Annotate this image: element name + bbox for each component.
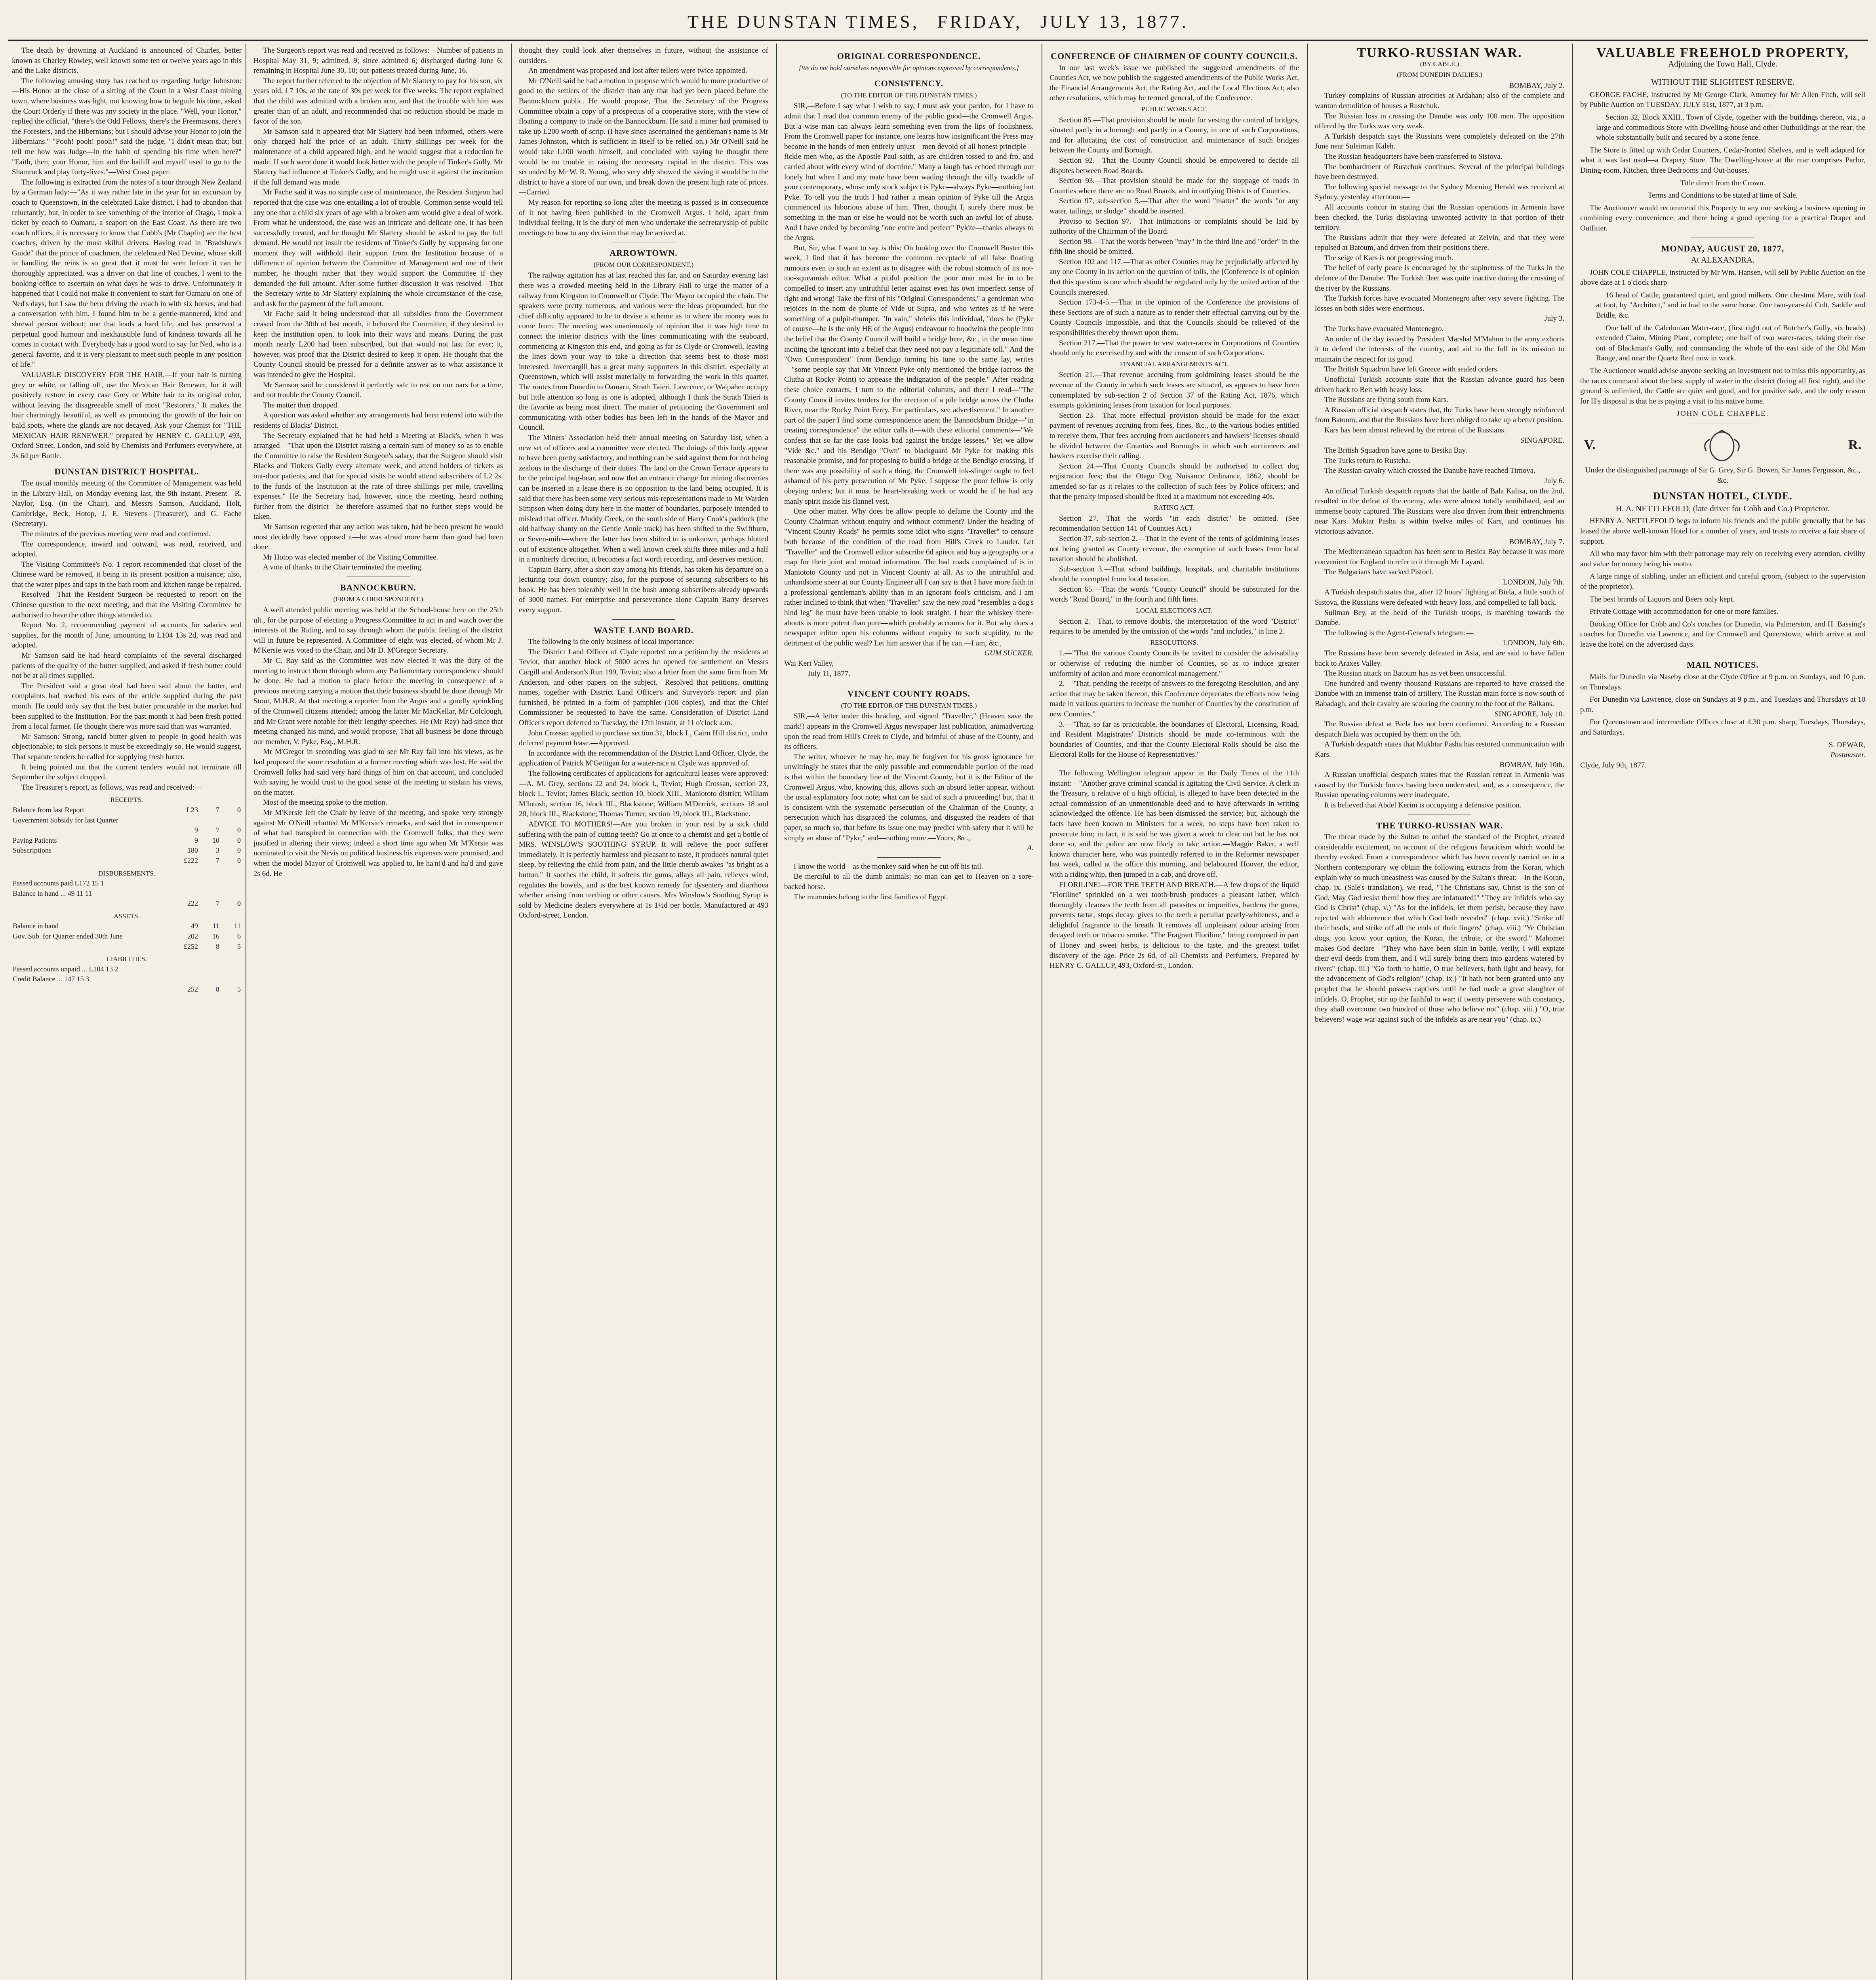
ad-body: All who may favor him with their patronage may rely on receiving every attention, civility and value for money being his motto.	[1580, 550, 1865, 568]
table-row	[12, 964, 242, 975]
disclaimer: [We do not hold ourselves responsible for opinions expressed by correspondents.]	[798, 64, 1019, 72]
paragraph: The following is extracted from the notes of a tour through New Zealand by a German lady:—"As it was rather late in the year for an excursion by coach to Queenstown, in the celebrated Lake district, I had to abandon that reluctantly; but, in order to see something of the interior of Otago, I took a ticket by coach to Oamaru, a seaport on the East Coast. As there are two coach offices, it is necessary to know that Cobb's (Mr Chaplin) are the best coaches, driven by the most skilful drivers. Having read in "Bradshaw's Guide" that the prince of coachmen, the celebrated Ned Devine, whose skill in handling the reins is so great that it must be seen before it can be thoroughly appreciated, was a driver on that line of coaches, I went to the booking-office to ascertain on what days he was to drive. Unfortunately it happened that I could not make it convenient to start for Oamaru on one of Ned's days, but I saw the hero driving the coach in with six horses, and had a conversation with him. I found him to be a gentle-mannered, kind and shrewd person without; one that leads a hard life, and has preserved a perpetual good humour and inexhaustible fund of kindness towards all he comes in contact with. Everybody has a good word to say for Ned, who is a general favorite, and it is very pleasant to meet such people in any position of life."	[12, 178, 242, 369]
paragraph: A well attended public meeting was held at the School-house here on the 25th ult., for the purpose of electing a Progress Committee to act in and watch over the interests of the Riding, and to say through whom the public feeling of the district will in future be represented. A Committee of eight was elected, of whom Mr J. M'Kersie was voted to the Chair, and Mr D. M'Gregor Secretary.	[253, 606, 503, 655]
paragraph: Mr M'Kersie left the Chair by leave of the meeting, and spoke very strongly against Mr O'Neill rebutted Mr M'Kersie's remarks, and said that in consequence of what had transpired in connection with the Cromwell folks, that they were justified in altering their views; indeed a short time ago when Mr M'Kersie was nominated to visit the Nevis on political business his expenses were promised, and when the model Mayor of Cromwell was applied to, he ha'nt'd and ha'd and gave 2s 6d. He	[253, 808, 503, 878]
paragraph: All accounts concur in stating that the Russian operations in Armenia have been checked, the Turks displaying unwonted activity in that portion of their territory.	[1315, 203, 1564, 232]
headline-wasteland: WASTE LAND BOARD.	[593, 625, 694, 635]
paragraph: Section 37, sub-section 2.—That in the event of the rents of goldmining leases not being granted as County revenue, the exemption of such leases from local taxation should be abolished.	[1049, 534, 1299, 564]
ad-item: 16 head of Cattle, guaranteed quiet, and good milkers. One chestnut Mare, with foal at foot, by "Architect," and in foal to the same horse. One two-year-old Colt, Saddle and Bridle, &c.	[1596, 291, 1865, 320]
ad-body: The Auctioneer would recommend this Property to any one seeking a business opening in combining every convenience, and there being a good opening for a practical Draper and Outfitter.	[1580, 204, 1865, 232]
row-pounds: 180	[187, 846, 198, 855]
row-pounds: £222	[184, 856, 198, 864]
paragraph: Suliman Bey, at the head of the Turkish troops, is marching towards the Danube.	[1315, 608, 1564, 627]
paragraph: Section 27.—That the words "in each district" be omitted. (See recommendation Section 141 of Counties Act.)	[1049, 514, 1299, 533]
row-shillings: 8	[216, 985, 219, 994]
paragraph: Section 21.—That revenue accruing from goldmining leases should be the revenue of the County in which such leases are situated, as appears to have been contemplated by sub-section 2 of Section 37 of the Rating Act, 1876, which exempts goldmining leases from taxation for local purposes.	[1049, 371, 1299, 410]
disbursements-table	[12, 878, 242, 909]
ad-body: HENRY A. NETTLEFOLD begs to inform his friends and the public generally that he has leased the above well-known Hotel for a number of years, and trusts to receive a fair share of support.	[1580, 517, 1865, 546]
table-row	[12, 815, 242, 826]
row-pence	[220, 889, 242, 899]
royal-crest-icon	[1698, 427, 1746, 463]
dateline: BOMBAY, July 10th.	[1499, 760, 1564, 769]
row-label: Credit Balance ... 147 15 3	[13, 975, 89, 983]
paragraph: It being pointed out that the current tenders would not terminate till September the subject dropped.	[12, 763, 242, 782]
paragraph: Mails for Dunedin via Naseby close at the Clyde Office at 9 p.m. on Sundays, and 10 p.m. on Thursdays.	[1580, 673, 1865, 691]
paragraph: The minutes of the previous meeting were read and confirmed.	[21, 529, 211, 538]
column-5	[1049, 46, 1299, 1980]
column-rule	[1307, 44, 1308, 1980]
paragraph: Unofficial Turkish accounts state that the Russian advance guard has been driven back to Beit with heavy loss.	[1315, 375, 1564, 394]
headline-turko-russian-war-2: THE TURKO-RUSSIAN WAR.	[1376, 820, 1503, 830]
table-row	[12, 942, 242, 952]
column-4	[784, 46, 1034, 1980]
row-pounds	[177, 815, 199, 826]
paragraph: 3.—"That, so far as practicable, the boundaries of Electoral, Licensing, Road, and Resident Magistrates' Districts should be made co-terminous with the boundaries of Counties, and that the County Electoral Rolls should be also the Electoral Rolls for the House of Representatives."	[1049, 720, 1299, 759]
table-row	[12, 974, 242, 984]
paragraph: A Russian unofficial despatch states that the Russian retreat in Armenia was caused by the Turkish forces having been underrated, and, as a consequence, the Russian operating columns were inadequate.	[1315, 771, 1564, 800]
column-rule	[776, 44, 777, 1980]
paragraph: Mr Fache said it was no simple case of maintenance, the Resident Surgeon had reported that the case was one entailing a lot of trouble. Common sense would tell any one that a child six years of age with a broken arm would give a deal of work. From what he understood, the case was an intricate and delicate one, it has been successfully treated, and he thought Mr Slattery should be asked to pay the full demand. He would not insult the residents of Tinker's Gully by supposing for one moment they will withhold their support from the Institution because of a difference of opinion between the Committee of Management and one of their number, he thought rather that they would support the Committee if they demanded the full amount. After some further discussion it was resolved—That the Secretary write to Mr Slattery explaining the whole circumstance of the case, and ask for the payment of the full amount.	[253, 188, 503, 308]
paragraph: The Turks return to Rustcha.	[1324, 456, 1411, 465]
paragraph: The threat made by the Sultan to unfurl the standard of the Prophet, created considerable excitement, on account of the religious fanaticism which would be thereby evoked. From a correspondence which has been recently carried on in a Northern contemporary we obtain the following extracts from the Koran, which explain why so much uneasiness was caused by the Sultan's threat:—In the Koran, chap. ix. (Sale's translation), we read, "The Christians say, Christ is the son of God. May God resist them! how they are infatuated!" "They are infidels who say God is Christ" (chap. v.) "As for the infidels, let them perish, because they have rejected with abhorrence that which God hath revealed" (chap. xvii.) "Strike off their heads, and strike off all the ends of their fingers" (chap. viii.) "Ye Christian dogs, you know your option, the Koran, the tribute, or the sword." Mahomet makes God declare—"They who have been slain in battle, verily, I will expiate their evil deeds from them, and I will surely bring them into gardens watered by rivers" (chap. iii.) "Go forth to battle, O true believers, both light and heavy, for the advancement of God's religion" (chap. ix.) "It hath not been granted unto any prophet that he should possess captives until he had made a great slaughter of infidels. O, Prophet, stir up the faithful to war; if twenty persevere with constancy, they shall overcome two hundred of those who believe not" (chap. viii.) "O, true believers! wage war against such of the infidels as are near you" (chap. ix.)	[1315, 833, 1564, 1024]
column-1	[12, 46, 242, 1980]
assets-table	[12, 921, 242, 952]
paragraph: Mr Samson said it appeared that Mr Slattery had been informed, others were only charged half the price of an adult. Thirty shillings per week for the maintenance of a child appeared high, and he would suggest that a reduction be made. If such were done it would look better with the people of Tinker's Gully. Mr Slattery had influence at Tinker's Gully, and he might use it against the institution if the full demand was made.	[253, 127, 503, 187]
crest-letter-r: R.	[1848, 438, 1861, 453]
paragraph: The Treasurer's report, as follows, was read and received:—	[21, 783, 202, 792]
paragraph: The District Land Officer of Clyde reported on a petition by the residents at Teviot, that another block of 5000 acres be opened for settlement on Messrs Cargill and Anderson's Run 199, Teviot; also a letter from the same firm from Mr Anderson, and other papers on the subject.—Resolved that petitions, omitting names, together with District Land Officer's and Surveyor's report and plan furnished, be printed in a form of pamphlet (100 copies), and that the Chief Commissioner be requested to have the same. Consideration of District Land Officer's report deferred to Tuesday, the 17th instant, at 11 o'clock a.m.	[519, 647, 768, 727]
byline: (TO THE EDITOR OF THE DUNSTAN TIMES.)	[841, 91, 977, 99]
headline-hospital: DUNSTAN DISTRICT HOSPITAL.	[54, 466, 199, 477]
paragraph: 1.—"That the various County Councils be invited to consider the advisability or otherwise of reducing the number of Counties, so as to induce greater uniformity of action and more economical management."	[1049, 649, 1299, 678]
ad-signature: JOHN COLE CHAPPLE.	[1676, 409, 1769, 418]
paragraph: Mr Hotop was elected member of the Visiting Committee.	[263, 553, 438, 562]
row-shillings: 8	[216, 942, 219, 950]
table-row	[12, 845, 242, 856]
table-row	[12, 899, 242, 909]
headline-mail-notices: MAIL NOTICES.	[1687, 659, 1759, 670]
paragraph: A question was asked whether any arrangements had been entered into with the residents of Blacks' District.	[253, 411, 503, 430]
paragraph: Section 85.—That provision should be made for vesting the control of bridges, situated partly in a borough and partly in a County, in one of such Corporations, and for allocating the cost of construction and maintenance of such bridges between the County and Borough.	[1049, 116, 1299, 155]
row-pence: 6	[237, 932, 241, 940]
paragraph: Section 217.—That the power to vest water-races in Corporations of Counties should only be exercised by and with the consent of such Corporations.	[1049, 339, 1299, 358]
paragraph: Section 98.—That the words between "may" in the third line and "order" in the fifth line should be omitted.	[1049, 237, 1299, 256]
paragraph: Mr Samson said he had heard complaints of the several discharged patients of the quality of the butter supplied, and asked if fresh butter could not be at all times supplied.	[12, 651, 242, 680]
paragraph: Most of the meeting spoke to the motion.	[263, 798, 387, 807]
paragraph: Section 173-4-5.—That in the opinion of the Conference the provisions of these Sections are of such a nature as to render their effectual carrying out by the County Councils impossible, and that the Councils should be relieved of the responsibilities thereby thrown upon them.	[1049, 298, 1299, 337]
table-row	[12, 836, 242, 846]
headline-consistency: CONSISTENCY.	[874, 78, 944, 89]
row-pounds: 202	[187, 932, 198, 940]
table-row	[12, 984, 242, 995]
row-shillings	[199, 974, 220, 984]
paragraph: One other matter. Why does he allow people to defame the County and the County Chairman without enquiry and without comment? Under the heading of "Vincent County Roads" he permits some idiot who signs "Traveller" to censure both because of the condition of the road from Hill's Creek to Lauder. Let "Traveller" and the Cromwell editor subscribe 6d apiece and buy a geography or a map for their joint and mutual information. The bad roads complained of is in Maniototo County and not in Vincent County at all. As to the untruthful and unhandsome sneer at our County Engineer all I can say is that I have more faith in a professional gentleman's ability than in an ignorant fool's criticism, and I am rather inclined to think that when "Traveller" saw the new road "resembles a dog's hind leg" he must have been unable to look straight. I hear the whiskey there-abouts is more potent than pure—which probably accounts for it. But why does a newspaper editor open his columns without enquiry to such stupidity, to the detriment of the public weal? Let him answer that if he can.—I am, &c.,	[784, 507, 1034, 647]
paragraph: The usual monthly meeting of the Committee of Management was held in the Library Hall, on Monday evening last, the 9th instant. Present—R. Naylor, Esq. (in the Chair), and Messrs Samson, Auckland, Holt, Cambridge, Beck, Hotop, J. E. Stevens (Treasurer), and G. Fache (Secretary).	[12, 479, 242, 528]
headline-vincent-roads: VINCENT COUNTY ROADS.	[847, 689, 971, 699]
byline: (TO THE EDITOR OF THE DUNSTAN TIMES.)	[841, 701, 977, 709]
paragraph: For Queenstown and intermediate Offices close at 4.30 p.m. sharp, Tuesdays, Thursdays, and Saturdays.	[1580, 718, 1865, 737]
column-2	[253, 46, 503, 1980]
paragraph: Proviso to Section 97.—That intimations or complaints should be laid by authority of the Chairman of the Board.	[1049, 217, 1299, 236]
dateline: SINGAPORE, July 10.	[1494, 710, 1564, 718]
row-label: Government Subsidy for last Quarter	[13, 816, 118, 824]
paragraph: ADVICE TO MOTHERS!—Are you broken in your rest by a sick child suffering with the pain of cutting teeth? Go at once to a chemist and get a bottle of MRS. WINSLOW'S SOOTHING SYRUP. It will relieve the poor sufferer immediately. It is perfectly harmless and pleasant to taste, it produces natural quiet sleep, by relieving the child from pain, and the little cherub awakes "as bright as a button." It soothes the child, it softens the gums, allays all pain, relieves wind, regulates the bowels, and is the best known remedy for dysentery and diarrhoea whether arising from teething or other causes. Mrs Winslow's Soothing Syrup is sold by Medicine dealers everywhere at 1s 1½d per bottle. Manufactured at 493 Oxford-street, London.	[519, 820, 768, 920]
dateline: SINGAPORE.	[1520, 436, 1564, 445]
table-row	[12, 825, 242, 836]
headline-conference: CONFERENCE OF CHAIRMEN OF COUNTY COUNCILS.	[1051, 51, 1298, 61]
signature: A.	[1027, 844, 1034, 853]
row-label: Subscriptions	[13, 846, 52, 855]
dateline: July 3.	[1544, 314, 1564, 323]
paragraph: Turkey complains of Russian atrocities at Ardahan; also of the complete and wanton demolition of houses a Rustchuk.	[1315, 91, 1564, 110]
paragraph: The Turks have evacuated Montenegro.	[1324, 325, 1444, 333]
ad-item: One half of the Caledonian Water-race, (first right out of Butcher's Gully, six heads) extended Claim, Mining Plant, complete; one half of two water-races, taking their rise out of Blackman's Gully, and commanding the whole of the east side of the Old Man Range, and near the Quartz Reef now in work.	[1596, 324, 1865, 363]
row-pence	[220, 974, 242, 984]
row-label: Passed accounts unpaid ... L104 13 2	[13, 965, 118, 973]
paragraph: It is believed that Abdel Kerim is occupying a defensive position.	[1324, 801, 1522, 809]
masthead-paper: THE DUNSTAN TIMES,	[688, 11, 920, 32]
row-label: Balance in hand	[13, 922, 59, 930]
paragraph: The Russian cavalry which crossed the Danube have reached Tirnova.	[1324, 466, 1535, 475]
paragraph: But, Sir, what I want to say is this: On looking over the Cromwell Buster this week, I find that it has become the common receptacle of all false floating rumours even to such an extent as to disagree with the robust stomach of its not-too-squeamish editor. What a pitiful position the poor man must be in to be compelled to insert any untruthful letter against even his own imperfect sense of right and wrong! Take the first of his "Original Correspondents," a gentleman who rejoices in the nom de plume of Vide ut Supra, and who writes as if he were something of a pulpit-thumper. "In vain," shrieks this individual, "does he (Pyke of course—he is the only HE of the Argus) endeavour to hoodwink the people into the belief that the County Council will build a bridge here, &c., in the mean time inciting the ignorant into a belief that they need not pay a legitimate toll." And the "Own Correspondent" from Bendigo turning his tune to the same lay, writes—"some people say that Mr Vincent Pyke only mentioned the bridge (across the Clutha at Rocky Point) to appease the indignation of the people." After reading these choice extracts, I turn to the editorial columns, and there I read—"The County Council invites tenders for the erection of a pile bridge across the Clutha River, near the Rocky Point Ferry. For particulars, see advertisement." In another part of the paper I find some correspondence anent the Bannockburn Bridge—"in treating correspondence" the editor calls it—with these editorial comments—"We confess that so far the case looks bad against the bridge lessees." Yet we allow "Vide &c." and his Bendigo "Own" to blackguard Mr Pyke for making this reasonable promise, and for proposing to build a bridge at the Bendigo crossing. If there was any possibility of such a thing, the Cromwell ink-slinger ought to feel ashamed of his petty persecution of Mr Pyke. I suppose the poor fellow is only obeying orders; but it must be heart-breaking work or would he if he had any manly spirit inside his flannel vest.	[784, 244, 1034, 506]
row-shillings	[199, 889, 220, 899]
paragraph: The Bulgarians have sacked Pistocl.	[1324, 568, 1433, 577]
paragraph: The correspondence, inward and outward, was read, received, and adopted.	[12, 540, 242, 559]
subheading: FINANCIAL ARRANGEMENTS ACT.	[1120, 360, 1229, 368]
ad-body: JOHN COLE CHAPPLE, instructed by Mr Wm. Hansen, will sell by Public Auction on the above date at 1 o'clock sharp—	[1580, 268, 1865, 287]
row-pounds	[177, 974, 199, 984]
signature-title: Postmaster.	[1830, 751, 1865, 760]
row-pounds: L23	[187, 805, 198, 814]
paragraph: Mr C. Ray said as the Committee was now elected it was the duty of the meeting to instruct them through whom any Parliamentary correspondence should be done. He had a motion to place before the meeting in consequence of a previous meeting carrying a motion that their business should be done through Mr Stout, M.H.R. At that meeting a reporter from the Argus and a goodly sprinkling of the Cromwell citizens attended; among the latter Mr MacKellar, Mr Colclough, and Mr Grant were notable for their lengthy speeches. He (Mr Ray) had since that meeting changed his mind, and would propose, That all business be done through our member, V. Pyke, Esq., M.H.R.	[253, 657, 503, 746]
row-pence	[220, 964, 242, 975]
row-label	[12, 825, 177, 836]
headline-arrowtown: ARROWTOWN.	[609, 248, 678, 258]
row-shillings: 7	[216, 899, 219, 908]
paragraph: The Surgeon's report was read and received as follows:—Number of patients in Hospital May 31, 9; admitted, 9; since admitted 6; discharged during June 6; remaining in Hospital June 30, 10; out-patients treated during June, 16.	[253, 46, 503, 75]
ad-body: The best brands of Liquors and Beers only kept.	[1590, 595, 1735, 604]
paragraph: FLORILINE!—FOR THE TEETH AND BREATH.—A few drops of the liquid "Floriline" sprinkled on a wet tooth-brush produces a pleasant lather, which thoroughly cleanses the teeth from all parasites or impurities, hardens the gums, prevents tartar, stops decay, gives to the teeth a peculiar pearly-whiteness, and a delightful fragrance to the breath. It removes all unpleasant odour arising from decayed teeth or tobacco smoke. "The Fragrant Floriline," being composed in part of Honey and sweet herbs, is delicious to the taste, and the greatest toilet discovery of the age. Price 2s 6d, of all Chemists and Perfumers. Prepared by HENRY C. GALLUP, 493, Oxford-st., London.	[1049, 880, 1299, 970]
table-row	[12, 921, 242, 931]
paragraph: An official Turkish despatch reports that the battle of Bala Kalisa, on the 2nd, resulted in the defeat of the enemy, who were almost totally annihilated, and an immense booty captured. The Russians were also driven from their entrenchments near Kars. Muktar Pasha is within twelve miles of Kars, and continues his victorious advance.	[1315, 487, 1564, 536]
paragraph: Kars has been almost relieved by the retreat of the Russians.	[1324, 426, 1506, 434]
row-label	[12, 942, 177, 952]
paragraph: A Turkish despatch states that Mukhtar Pasha has restored communication with Kars.	[1315, 740, 1564, 759]
row-shillings: 7	[216, 856, 219, 864]
ad-body: The Auctioneer would advise anyone seeking an investment not to miss this opportunity, as the races command about the best supply of water in the district (being all first right), and the ground is unlimited, the Cattle are quiet and good, and for positive sale, and the only reason for H's disposal is that he is paying a visit to his native home.	[1580, 367, 1865, 406]
dateline: July 11, 1877.	[808, 669, 850, 678]
ad-location: At ALEXANDRA.	[1691, 255, 1755, 265]
row-label: Balance from last Report	[13, 805, 84, 814]
paragraph: The seige of Kars is not progressing much.	[1324, 253, 1454, 262]
liabilities-heading: LIABILITIES.	[107, 955, 147, 963]
row-pence: 5	[237, 985, 241, 994]
paragraph: A Turkish despatch says the Russians were completely defeated on the 27th June near Suleiman Kaleh.	[1315, 132, 1564, 151]
byline: (FROM DUNEDIN DAILIES.)	[1397, 71, 1482, 79]
ad-body: Private Cottage with accommodation for one or more families.	[1590, 607, 1779, 616]
masthead	[0, 0, 1876, 44]
paragraph: The following is the only business of local importance:—	[528, 638, 702, 646]
row-label	[12, 856, 177, 866]
row-pounds: 49	[191, 922, 198, 930]
row-label: Balance in hand ... 49 11 11	[13, 889, 92, 897]
headline-turko-russian-war: TURKO-RUSSIAN WAR.	[1357, 46, 1522, 60]
paragraph: The Russian defeat at Biela has not been confirmed. According to a Russian despatch Biela was occupied by them on the 5th.	[1315, 720, 1564, 739]
paragraph: The following Wellington telegram appear in the Daily Times of the 11th instant:—"Another grave criminal scandal is agitating the Civil Service. A clerk in the Treasury, a relative of a high official, is alleged to have been detected in the actual commission of an unmentionable deed and to have afterwards in writing acknowledged the offence. He has been dismissed the service; but, although the facts have been known to Ministers for a week, no steps have been taken to prosecute him; in fact, it is said he was given a week to clear out but he has not done so, and the police are now likely to take action.—Maggie Baker, a well known character here, who was pointedly referred to in the Reformer newspaper last week, called at the office this morning, and belaboured Hoover, the editor, with a riding whip, then jumped in a cab, and drove off.	[1049, 769, 1299, 879]
column-6	[1315, 46, 1564, 1980]
paragraph: A Turkish despatch states that, after 12 hours' fighting at Biela, a little south of Sistova, the Russians were defeated with heavy loss, and compelled to fall back.	[1315, 588, 1564, 607]
row-shillings: 11	[212, 922, 219, 930]
ad-proprietor: H. A. NETTLEFOLD, (late driver for Cobb and Co.) Proprietor.	[1615, 503, 1830, 513]
paragraph: Mr Fache said it being understood that all subsidies from the Government ceased from the 30th of last month, it behoved the Committee, if they desired to keep the institution open, to look into their ways and means. During the past month nearly L200 had been subscribed, but that would not last for ever; it, however, was proof that the District desired to keep it open. He thought that the County Council should be pressed for a definite answer as to what assistance it was intended to give the Hospital.	[253, 310, 503, 379]
row-pounds	[177, 889, 199, 899]
dateline: BOMBAY, July 7.	[1509, 537, 1564, 546]
ad-body: Booking Office for Cobb and Co's coaches for Dunedin, via Palmerston, and H. Bassing's coaches for Dunedin via Lawrence, and for Cromwell and Queenstown, which arrive at and leave the hotel on the advertised days.	[1580, 620, 1865, 649]
paragraph: The President said a great deal had been said about the butter, and complaints had reached his ears of the article supplied during the past month. He could only say that the best butter procurable in the market had been supplied to the Institution. For the past month it had been fresh potted from a local farmer. He thought there was more said than was warranted.	[12, 682, 242, 731]
paragraph: Section 97, sub-section 5.—That after the word "matter" the words "or any water, tailings, or sludge" should be inserted.	[1049, 197, 1299, 215]
row-pence	[220, 878, 242, 889]
ad-headline-freehold: VALUABLE FREEHOLD PROPERTY,	[1596, 46, 1849, 60]
byline: (BY CABLE.)	[1420, 60, 1459, 68]
paragraph: The Russians have been severely defeated in Asia, and are said to have fallen back to Araxes Valley.	[1315, 649, 1564, 668]
paragraph: Report No. 2, recommending payment of accounts for salaries and supplies, for the month of June, amounting to L104 13s 2d, was read and adopted.	[12, 621, 242, 650]
paragraph: The Turkish forces have evacuated Montenegro after very severe fighting. The losses on both sides were enormous.	[1315, 294, 1564, 313]
paragraph: The Russian headquarters have been transferred to Sistova.	[1324, 152, 1503, 161]
row-shillings	[199, 878, 220, 889]
paragraph: I know the world—as the monkey said when he cut off his tail.	[794, 862, 983, 871]
paragraph: For Dunedin via Lawrence, close on Sundays at 9 p.m., and Tuesdays and Thursdays at 10 p.m.	[1580, 695, 1865, 714]
paragraph: The report further referred to the objection of Mr Slattery to pay for his son, six years old, L7 10s, at the rate of 30s per week for five weeks. The report explained that the child was admitted with a broken arm, and that the trouble with him was greater than of an adult, and recommended that no reduction should be made in favor of the son.	[253, 76, 503, 126]
ad-body: The Store is fitted up with Cedar Counters, Cedar-fronted Shelves, and is well adapted for what it was last used—a Drapery Store. The Dwelling-house at the rear comprises Parlor, Dining-room, Kitchen, three Bedrooms and Out-houses.	[1580, 146, 1865, 175]
paragraph: A Russian official despatch states that, the Turks have been strongly reinforced from Batoum, and that the Russians have been obliged to take up a better position.	[1315, 406, 1564, 425]
paragraph: The Secretary explained that he had held a Meeting at Black's, when it was arranged—"That upon the District raising a certain sum of money so as to enable the Committee to raise the Resident Surgeon's salary, that the Surgeon should visit Blacks and Tinkers Gully every alternate week, and attend holders of tickets as out-door patients, and that for special visits he would attend subscribers of L2 2s. to the funds of the Institution at the rate of three shillings per mile, travelling expenses." He the Secretary had, however, since the meeting, heard nothing further from the district—he therefore assumed that no further steps would be taken.	[253, 431, 503, 521]
ad-body: A large range of stabling, under an efficient and careful groom, (subject to the supervision of the proprietor).	[1580, 572, 1865, 591]
paragraph: Be merciful to all the dumb animals; no man can get to Heaven on a sore-backed horse.	[784, 872, 1034, 891]
paragraph: A vote of thanks to the Chair terminated the meeting.	[263, 563, 423, 572]
row-pounds	[177, 964, 199, 975]
paragraph: The following amusing story has reached us regarding Judge Johnston:—His Honor at the close of a sitting of the Court in a West Coast mining town, where business was light, not knowing how to beguile his time, asked the Court Orderly if there was any society in the place. "Well, your Honor," replied the official, "there's the Odd Fellows, there's the Freemasons, there's the Foresters, and the Hibernians; but I should advise your Honor to join the Hibernians." "Pooh! pooh! pooh!" said the judge, "I didn't mean that; but tell me how was Judge—in the habit of spending his time when here?" "Faith, then, your Honor, him and the bailiff and myself used to go to the Shamrock and play forty-fives."—West Coast paper.	[12, 76, 242, 177]
row-pence: 0	[237, 805, 241, 814]
disbursements-heading: DISBURSEMENTS.	[98, 869, 156, 877]
paragraph: The Visiting Committee's No. 1 report recommended that closet of the Chinese ward be removed, it being in its present position a nuisance; also, that the water pipes and taps in the bath room and kitchen range be repaired.	[12, 560, 242, 589]
paragraph: Section 65.—That the words "County Council" should be substituted for the words "Road Board," in the fourth and fifth lines.	[1049, 585, 1299, 604]
row-pence: 0	[237, 899, 241, 908]
ad-reserve-notice: WITHOUT THE SLIGHTEST RESERVE.	[1651, 77, 1795, 87]
byline: (FROM A CORRESPONDENT.)	[333, 595, 423, 603]
paragraph: The Russian attack on Batoum has as yet been unsuccessful.	[1324, 669, 1507, 678]
row-pence	[220, 815, 242, 826]
row-label	[12, 899, 177, 909]
ad-section: Section 32, Block XXIII., Town of Clyde, together with the buildings thereon, viz., a large and commodious Store with Dwelling-house and other Outbuildings at the rear; the whole substantially built and secured by a stone fence.	[1596, 113, 1865, 142]
crest-letter-v: V.	[1584, 438, 1596, 453]
paragraph: John Crossan applied to purchase section 31, block I., Cairn Hill district, under deferred payment lease.—Approved.	[519, 729, 768, 748]
row-pence: 5	[237, 942, 241, 950]
table-row	[12, 805, 242, 815]
paragraph: SIR,—Before I say what I wish to say, I must ask your pardon, for I have to admit that I read that common enemy of the public good—the Cromwell Argus. But a wise man can always learn something even from the lips of foolishness. From the Cromwell paper for instance, one learns how insignificant the Press may become in the hands of men entirely unjust—men devoid of all honest principle—fickle men who, as the Apostle Paul saith, as are children tossed to and fro, and carried about with every wind of doctrine." Many a laugh has echoed through our lonely hut when I and my mate have been wading through the silly twaddle of your contemporary, whose only stock subject is Pyke—always Pyke—nothing but Pyke. To tell you the truth I had rather a mean opinion of Pyke till the Argus commenced its laborious abuse of him. Then, thought I, surely there must be something in the man or else he would not be worth such an awful lot of abuse. And I have ended by becoming "one entire and perfect" Pykite—thanks always to the Argus.	[784, 102, 1034, 242]
paragraph: The writer, whoever he may be, may be forgiven for his gross ignorance for unwittingly he states that the only passable and commendable portion of the road is that within the boundary line of the Vincent County, but it is the Editor of the Cromwell Argus, who, knowing this, allows such an absurd letter appear, without the usual explanatory foot note; what can be said of such a proceeding! but, that it is consistent with the systematic persecution of the Chairman of the County, a persecution which has disgraced the columns, and disgusted the readers of that paper, so much so, that before its issue one may predict with safety that it will be simply an abuse of "Pyke," and—nothing more.—Yours, &c.,	[784, 752, 1034, 842]
ad-hotel-name: DUNSTAN HOTEL, CLYDE.	[1653, 490, 1792, 502]
row-shillings: 16	[212, 932, 219, 940]
signature: GUM SUCKER.	[984, 649, 1034, 658]
paragraph: Section 23.—That more effectual provision should be made for the exact payment of revenues accruing from fees, fines, &c., to the various bodies entitled to receive them. That fees accruing from auctioneers and hawkers' licenses should be divided between the Counties and Boroughs in which such auctioneers and hawkers exercise their calling.	[1049, 411, 1299, 461]
liabilities-table	[12, 964, 242, 995]
row-label: Gov. Sub. for Quarter ended 30th June	[13, 932, 123, 940]
row-shillings	[199, 964, 220, 975]
ad-patronage: Under the distinguished patronage of Sir G. Grey, Sir G. Bowen, Sir James Fergusson, &c., &c.	[1585, 466, 1861, 485]
paragraph: The mummies belong to the first families of Egypt.	[794, 893, 948, 901]
paragraph: The British Squadron have left Greece with sealed orders.	[1324, 365, 1499, 374]
paragraph: The railway agitation has at last reached this far, and on Saturday evening last there was a crowded meeting held in the Library Hall to urge the matter of a railway from Kingston to Cromwell or Clyde. The Mayor occupied the chair. The speakers were pretty numerous, and various were the ideas propounded, but the chief difficulty appeared to be to devise a scheme as to where the money was to come from. The meeting was unanimously of opinion that it was high time to connect the interior districts with the lines communicating with the seaboard, commencing at Kingston this end, and going as far as Clyde or Cromwell, leaving the lines down your way to take a direction that seems best to those most interested. Invercargill has a great many supporters in this district, especially at Queenstown, which will assist materially to forwarding the work in this quarter. The routes from Dunedin to Oamaru, Strath Taieri, Lawrence, or Waipahee occupy but little attention so long as one is adopted, although I think the Strath Taieri is the favorite as being most direct. The matter of petitioning the Government and communicating with other bodies has been left in the hands of the Mayor and Council.	[519, 271, 768, 432]
paragraph: VALUABLE DISCOVERY FOR THE HAIR.—If your hair is turning grey or white, or falling off, use the Mexican Hair Renewer, for it will positively restore in every case Grey or White hair to its original color, without leaving the disagreeable smell of most "Restorers." It makes the hair charmingly beautiful, as well as promoting the growth of the hair on bald spots, where the glands are not decayed. Ask your Chemist for "THE MEXICAN HAIR RENEWER," prepared by HENRY C. GALLUP, 493, Oxford Street, London, and sold by Chemists and Perfumers everywhere, at 3s 6d per Bottle.	[12, 371, 242, 460]
masthead-day: FRIDAY,	[937, 11, 1023, 32]
paragraph: Captain Barry, after a short stay among his friends, has taken his departure on a lecturing tour down country; also, for the purpose of securing subscribers to his book. He has been tolerably well in the bush among subscribers already upwards of 3000 names. For enterprise and perseverance alone Captain Barry deserves every support.	[519, 565, 768, 615]
paragraph: In accordance with the recommendation of the District Land Officer, Clyde, the application of Patrick M'Gettigan for a water-race at Clyde was approved of.	[519, 749, 768, 768]
paragraph: An amendment was proposed and lost after tellers were twice appointed.	[528, 67, 747, 75]
subheading: RATING ACT.	[1154, 504, 1195, 512]
divider	[877, 857, 941, 858]
paragraph: Section 2.—That, to remove doubts, the interpretation of the word "District" requires to be amended by the omission of the words "and includes," in line 2.	[1049, 617, 1299, 636]
receipts-table	[12, 805, 242, 866]
row-shillings: 3	[216, 846, 219, 855]
paragraph: One hundred and twenty thousand Russians are reported to have crossed the Danube with an immense train of artillery. The Russian main force is now south of Babadagh, and their cavalry are scouring the country to the foot of the Balkans.	[1315, 679, 1564, 708]
subheading: LOCAL ELECTIONS ACT.	[1136, 607, 1213, 615]
column-3	[519, 46, 768, 1980]
subheading: RESOLUTIONS.	[1150, 638, 1198, 646]
dateline: Clyde, July 9th, 1877.	[1580, 761, 1647, 769]
dateline: BOMBAY, July 2.	[1509, 81, 1564, 90]
headline-original-correspondence: ORIGINAL CORRESPONDENCE.	[837, 51, 981, 61]
paragraph: The death by drowning at Auckland is announced of Charles, better known as Charley Rowley, well known some ten or twelve years ago in this and the Lake districts.	[12, 46, 242, 75]
paragraph: Mr Samson: Strong, rancid butter given to people in good health was objectionable; to sick persons it must be exceedingly so. He would suggest, That separate tenders be called for supplying fresh butter.	[12, 732, 242, 761]
table-row	[12, 856, 242, 866]
dateline: LONDON, July 6th.	[1503, 639, 1564, 647]
row-pounds	[177, 878, 199, 889]
paragraph: The bombardment of Rustchuk continues. Several of the principal buildings have been destroyed.	[1315, 162, 1564, 181]
ad-title: Title direct from the Crown.	[1680, 179, 1766, 187]
column-rule	[1572, 44, 1573, 1980]
row-pounds: 222	[187, 899, 198, 908]
table-row	[12, 889, 242, 899]
paragraph: The Russian loss in crossing the Danube was only 100 men. The opposition offered by the Turks was very weak.	[1315, 112, 1564, 131]
table-row	[12, 878, 242, 889]
paragraph: The Miners' Association held their annual meeting on Saturday last, when a new set of officers and a committee were elected. The doings of this body appear to have been pretty satisfactory, and nothing can be said against them for not being zealous in the discharge of their duties. The land on the Crown Terrace appears to be the principal bug-bear, and now that an entrance change for mining discoveries can be inserted in a lease there is no opposition to the land being occupied. It is said that there has been some very serious mis-representations made to Mr Warden Simpson when doing duty here in the matter of boundaries, purposely intended to mislead that officer. Muddy Creek, on the south side of Harry Cook's paddock (the old halfway shanty on the Gentle Annie track) has been shifted to the Swiftburn, or Seven-mile—where the latter has been shifted to is unknown, perhaps blotted out of existence altogether. When a well known creek shifts three miles and a half in a northerly direction, it becomes a fact worth recording, and deserves mention.	[519, 433, 768, 564]
paragraph: An order of the day issued by President Marshal M'Mahon to the army exhorts it to defend the interests of the country, and aid to the full in its mission to maintain the respect for its good.	[1315, 335, 1564, 364]
row-shillings: 10	[212, 836, 219, 844]
paragraph: Section 92.—That the County Council should be empowered to decide all disputes between Road Boards.	[1049, 156, 1299, 175]
masthead-date: JULY 13, 1877.	[1040, 11, 1188, 32]
column-7	[1580, 46, 1865, 1980]
receipts-heading: RECEIPTS.	[110, 796, 143, 804]
dateline: July 6.	[1544, 476, 1564, 485]
ad-date: MONDAY, AUGUST 20, 1877,	[1661, 243, 1785, 253]
column-rule	[511, 44, 512, 1980]
paragraph: thought they could look after themselves in future, without the assistance of outsiders.	[519, 46, 768, 65]
paragraph: The matter then dropped.	[263, 401, 339, 409]
paragraph: The British Squadron have gone to Besika Bay.	[1324, 446, 1467, 455]
row-label: Passed accounts paid L172 15 1	[13, 879, 104, 887]
paragraph: The following certificates of applications for agricultural leases were approved:—A. M. Grey, sections 22 and 24, block I., Teviot; Hugh Crossan, section 23, block I., Teviot; James Black, section 10, block XIII., Maniototo district; William M'Intosh, section 16, block III., Blackstone; William M'Derrick, sections 18 and 20, block III., Blackstone; Thomas Turner, section 19, block III., Blackstone.	[519, 769, 768, 819]
paragraph: Resolved—That the Resident Surgeon be requested to report on the Chinese question to the next meeting, and that the Visiting Committee be authorised to have the other things attended to.	[12, 590, 242, 619]
row-pounds: 9	[194, 836, 198, 844]
paragraph: SIR,—A letter under this heading, and signed "Traveller," (Heaven save the mark!) appears in the Cromwell Argus newspaper last publication, animadverting upon the road from Hill's Creek to Clyde, and brimful of abuse of the County, and its officers.	[784, 712, 1034, 751]
masthead-rule	[8, 40, 1868, 41]
paragraph: Section 24.—That County Councils should be authorised to collect dog registration fees; that the Otago Dog Nuisance Ordinance, 1862, should be amended so far as it relates to the collection of such fees by Police officers; and that the penalty imposed should be fixed at a maximum not exceeding 40s.	[1049, 462, 1299, 501]
row-pence: 11	[234, 922, 241, 930]
paragraph: The belief of early peace is encouraged by the supineness of the Turks in the defence of the Danube. The Turkish fleet was quite inactive during the crossing of the river by the Russians.	[1315, 264, 1564, 293]
headline-bannockburn: BANNOCKBURN.	[340, 582, 417, 592]
paragraph: 2.—"That, pending the receipt of answers to the foregoing Resolution, and any action that may be taken thereon, this Conference deprecates the efforts now being made in various quarters to increase the number of Counties by the constitution of new Counties."	[1049, 680, 1299, 718]
row-label	[12, 984, 177, 995]
dateline: LONDON, July 7th.	[1503, 578, 1564, 586]
byline: (FROM OUR CORRESPONDENT.)	[593, 261, 694, 268]
paragraph: The Russians admit that they were defeated at Zeivin, and that they were repulsed at Batoum, and driven from their positions there.	[1315, 233, 1564, 252]
row-pounds: 252	[187, 985, 198, 994]
paragraph: Section 102 and 117.—That as other Counties may be prejudicially affected by any one County in its action on the question of tolls, the [Conference is of opinion that this question is one which should be regulated only by the united action of the Councils interested.	[1049, 257, 1299, 297]
row-shillings	[199, 815, 220, 826]
row-pence: 0	[237, 856, 241, 864]
signature: S. DEWAR,	[1828, 741, 1865, 749]
paragraph: The following special message to the Sydney Morning Herald was received at Sydney, yesterday afternoon:—	[1315, 183, 1564, 202]
paragraph: Mr Samson said he considered it perfectly safe to rest on our oars for a time, and not trouble the County Council.	[253, 381, 503, 400]
paragraph: The following is the Agent-General's telegram:—	[1324, 628, 1474, 637]
paragraph: Section 93.—That provision should be made for the stoppage of roads in Counties where there are no Road Boards, and in outlying Districts of Counties.	[1049, 177, 1299, 195]
paragraph: The Russians are flying south from Kars.	[1324, 396, 1448, 404]
row-pence: 0	[237, 826, 241, 834]
ad-subheading: Adjoining the Town Hall, Clyde.	[1668, 59, 1777, 69]
row-label: Paying Patients	[13, 836, 57, 844]
paragraph: Mr M'Gregor in seconding was glad to see Mr Ray fall into his views, as he had proposed the same resolution at a former meeting which was lost. He said the Cromwell folks had said very hard things of him on that account, and concluded with saying he would trust to the good sense of the meeting to sustain his views, on the matter.	[253, 748, 503, 797]
row-shillings: 7	[216, 826, 219, 834]
paragraph: Sub-section 3.—That school buildings, hospitals, and charitable institutions should be exempted from local taxation.	[1049, 565, 1299, 584]
dateline: Wai Keri Valley,	[784, 659, 834, 668]
ad-body: GEORGE FACHE, instructed by Mr George Clark, Attorney for Mr Allen Fitch, will sell by Public Auction on TUESDAY, JULY 31st, 1877, at 3 p.m.—	[1580, 90, 1865, 109]
divider	[612, 619, 675, 620]
table-row	[12, 931, 242, 942]
subheading: PUBLIC WORKS ACT.	[1141, 105, 1207, 113]
row-pounds: £252	[184, 942, 198, 950]
assets-heading: ASSETS.	[114, 912, 140, 920]
paragraph: Mr O'Neill said he had a motion to propose which would be more productive of good to the settlers of the district than any that had yet been placed before the Bannockburn public. He would propose, That the Secretary of the Progress Committee obtain a copy of a prospectus of a cooperative store, with the view of floating a company to trade on the Bannockburn. He said a miner had promised to take up L200 worth of scrip. (I have since ascertained the gentleman's name is Mr James Johnston, which is sufficient in itself to be relied on.) Mr O'Neill said he would take L100 worth himself, and concluded with saying he thought there would be no trouble in raising the necessary capital in the district. This was seconded by Mr W. R. Young, who very ably showed the saving it would be to the district to have a store of our own, and break down the present high rate of prices.—Carried.	[519, 76, 768, 197]
row-shillings: 7	[216, 805, 219, 814]
paragraph: The Mediterranean squadron has been sent to Besica Bay because it was more convenient for England to refer to it through Mr Layard.	[1315, 548, 1564, 566]
row-pence: 0	[237, 846, 241, 855]
row-pounds: 9	[194, 826, 198, 834]
paragraph: My reason for reporting so long after the meeting is passed is in consequence of it not having been published in the Cromwell Argus. I hold, apart from individual feeling, it is the duty of men who undertake the secretaryship of public meetings to bow to any decision that may be arrived at.	[519, 198, 768, 237]
ad-terms: Terms and Conditions to be stated at time of Sale.	[1647, 191, 1798, 200]
paragraph: In our last week's issue we published the suggested amendments of the Counties Act, we now publish the suggested amendments of the Public Works Act, the Financial Arrangements Act, the Rating Act, and the Local Elections Act; also other resolutions, which may be termed general, of the Conference.	[1049, 63, 1299, 103]
row-pence: 0	[237, 836, 241, 844]
paragraph: Mr Samson regretted that any action was taken, had he been present he would most decidedly have opposed it—he was afraid more harm than good had been done.	[253, 522, 503, 552]
royal-crest-row	[1584, 427, 1861, 463]
